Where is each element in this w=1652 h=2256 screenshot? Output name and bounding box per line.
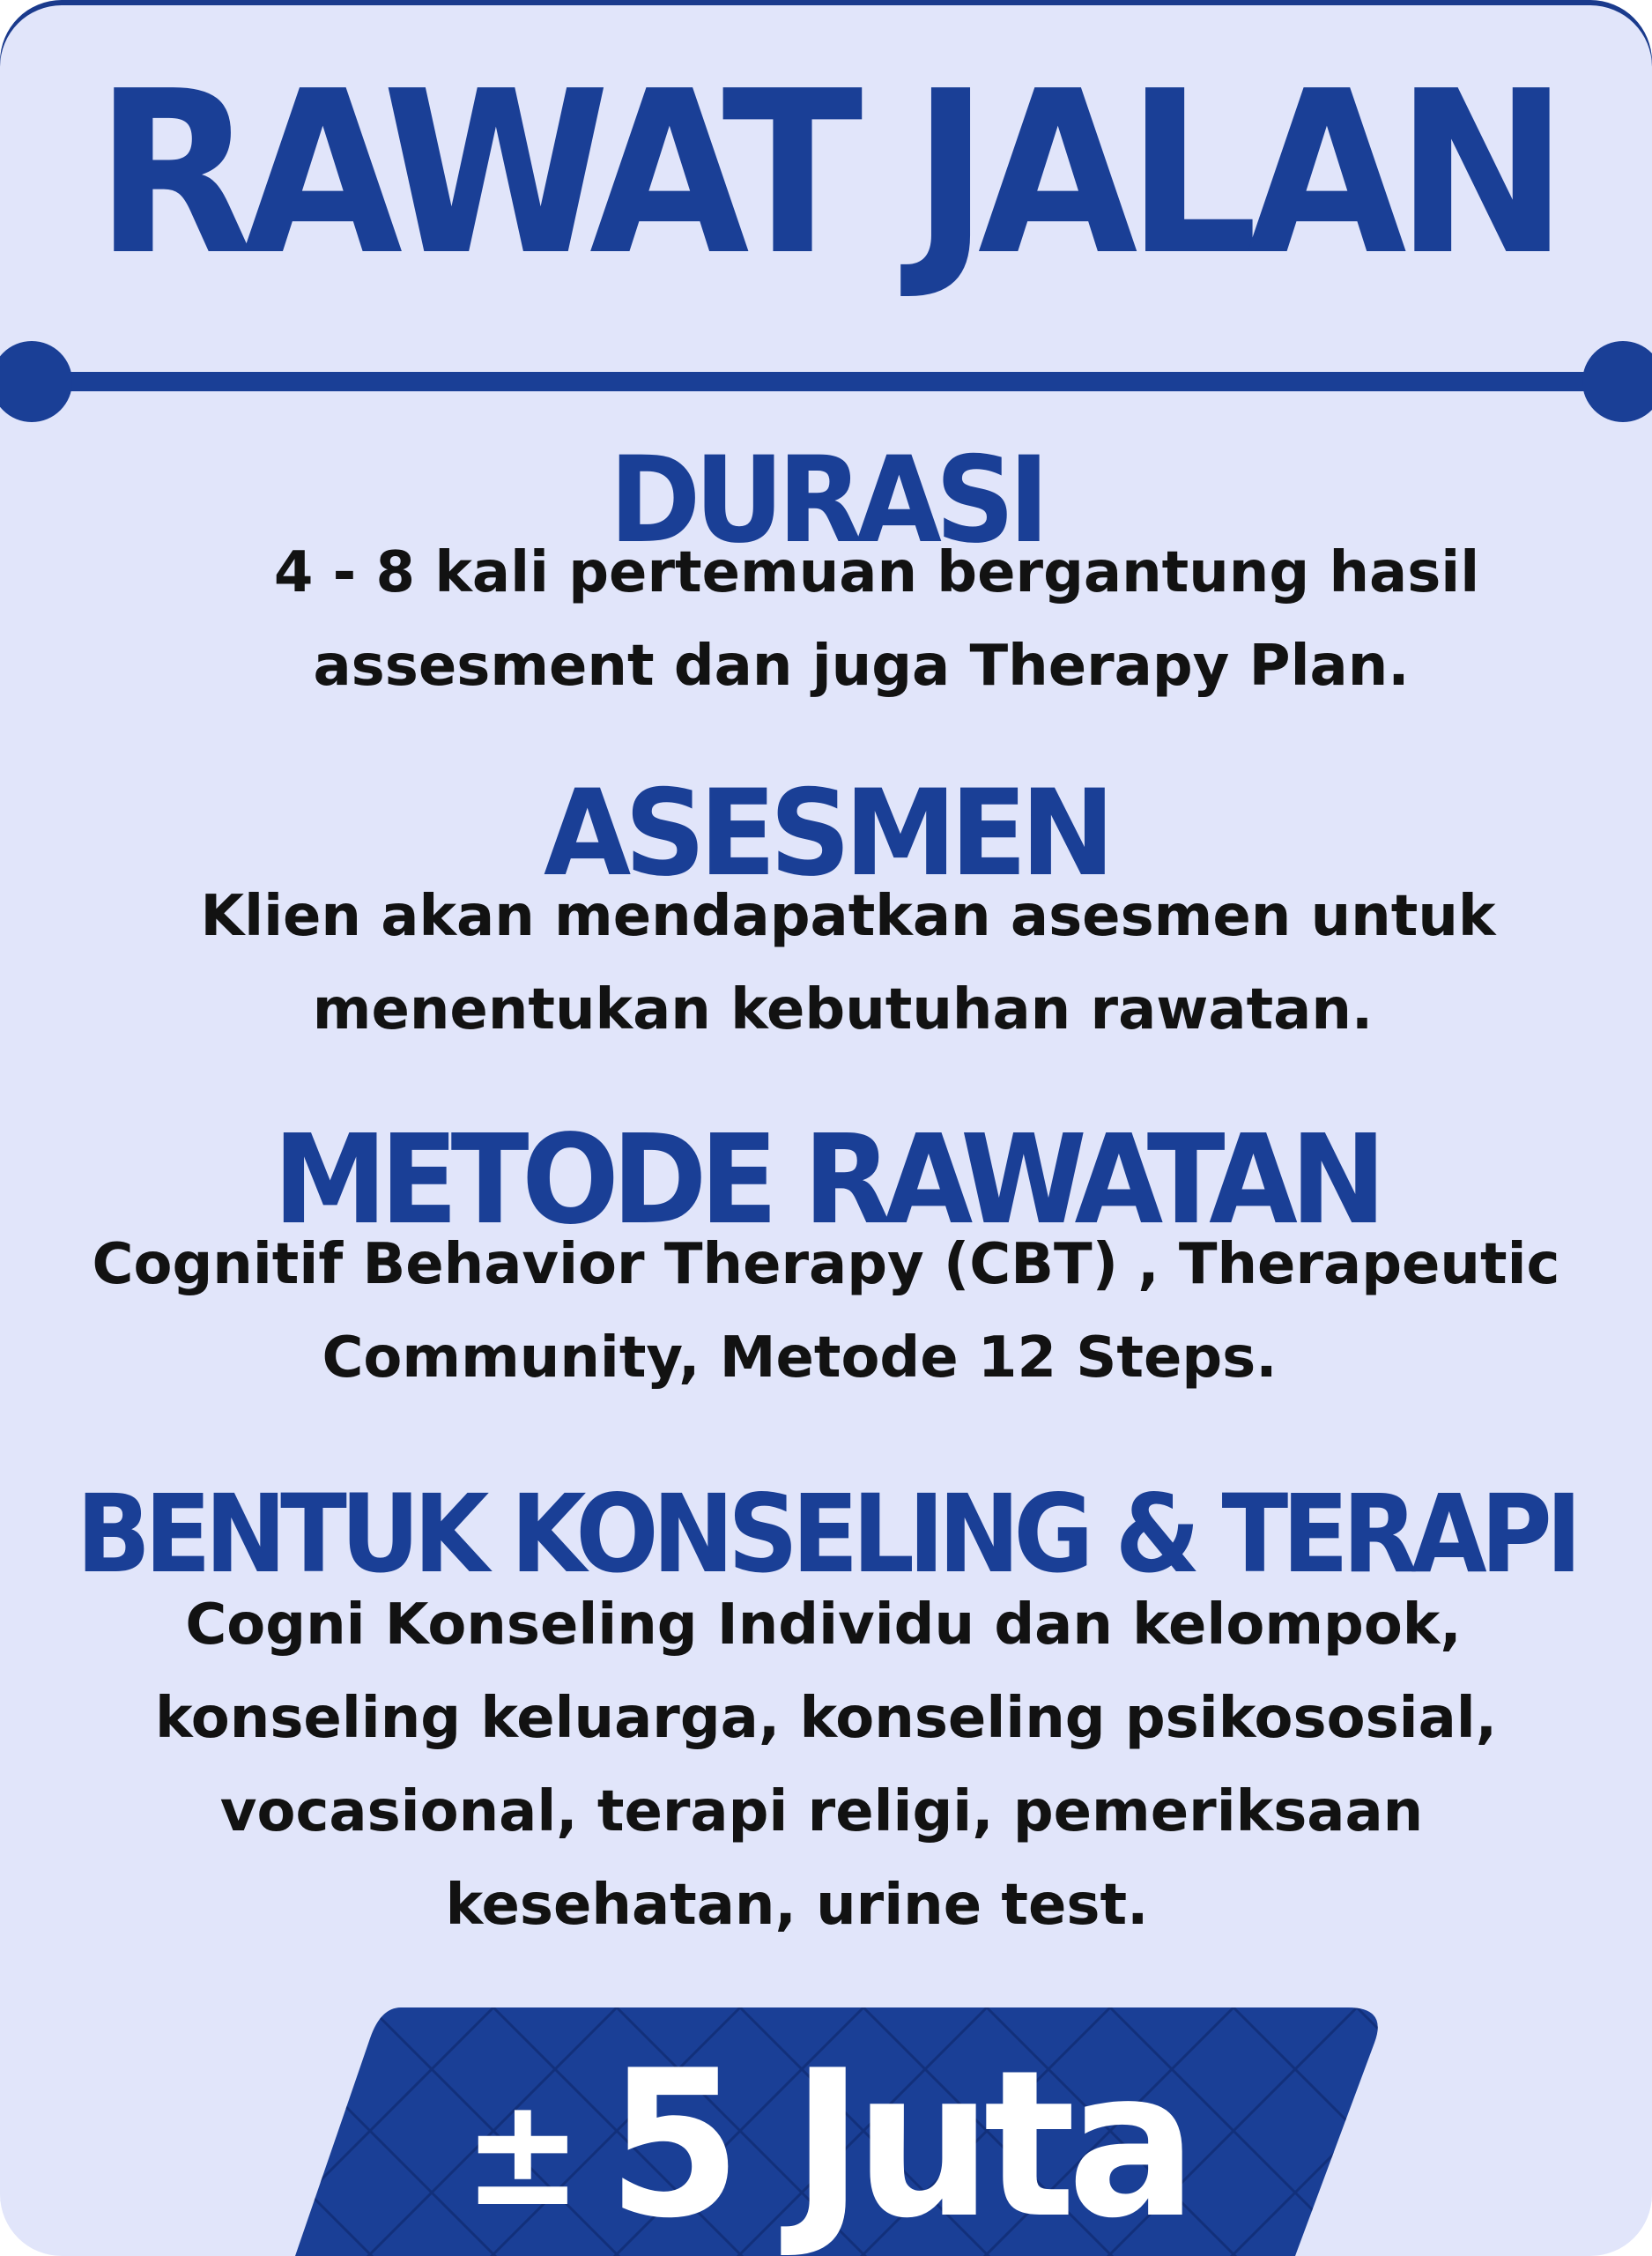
section-text-line: menentukan kebutuhan rawatan. bbox=[312, 977, 1374, 1043]
section-text-line: 4 - 8 kali pertemuan bergantung hasil bbox=[273, 540, 1480, 605]
price-label bbox=[41, 2028, 1611, 2256]
section-text-durasi bbox=[0, 540, 1652, 699]
page-title: RAWAT JALAN bbox=[94, 43, 1558, 305]
plus-minus-symbol: ± bbox=[463, 2066, 574, 2240]
section-text-line: assesment dan juga Therapy Plan. bbox=[313, 634, 1410, 699]
section-heading-metode-rawatan: METODE RAWATAN bbox=[272, 1109, 1380, 1252]
section-text-line: Community, Metode 12 Steps. bbox=[322, 1325, 1278, 1391]
section-text-bentuk-konseling bbox=[0, 1592, 1652, 1938]
section-text-line: Cognitif Behavior Therapy (CBT) , Therapeutic bbox=[92, 1232, 1560, 1297]
section-text-line: konseling keluarga, konseling psikososial, bbox=[154, 1686, 1498, 1751]
section-text-metode-rawatan bbox=[0, 1232, 1652, 1391]
price-value: 5 Juta bbox=[607, 2028, 1189, 2256]
section-text-line: vocasional, terapi religi, pemeriksaan bbox=[219, 1779, 1424, 1844]
divider-dot-left bbox=[0, 341, 72, 422]
section-text-line: Klien akan mendapatkan asesmen untuk bbox=[200, 884, 1496, 949]
title-divider bbox=[35, 372, 1621, 391]
section-text-asesmen bbox=[0, 884, 1652, 1043]
divider-dot-right bbox=[1582, 341, 1652, 422]
section-heading-bentuk-konseling: BENTUK KONSELING & TERAPI bbox=[76, 1472, 1576, 1597]
section-heading-durasi: DURASI bbox=[609, 431, 1043, 569]
section-heading-asesmen: ASESMEN bbox=[544, 764, 1108, 902]
section-text-line: Cogni Konseling Individu dan kelompok, bbox=[185, 1592, 1462, 1658]
section-text-line: kesehatan, urine test. bbox=[445, 1873, 1149, 1938]
